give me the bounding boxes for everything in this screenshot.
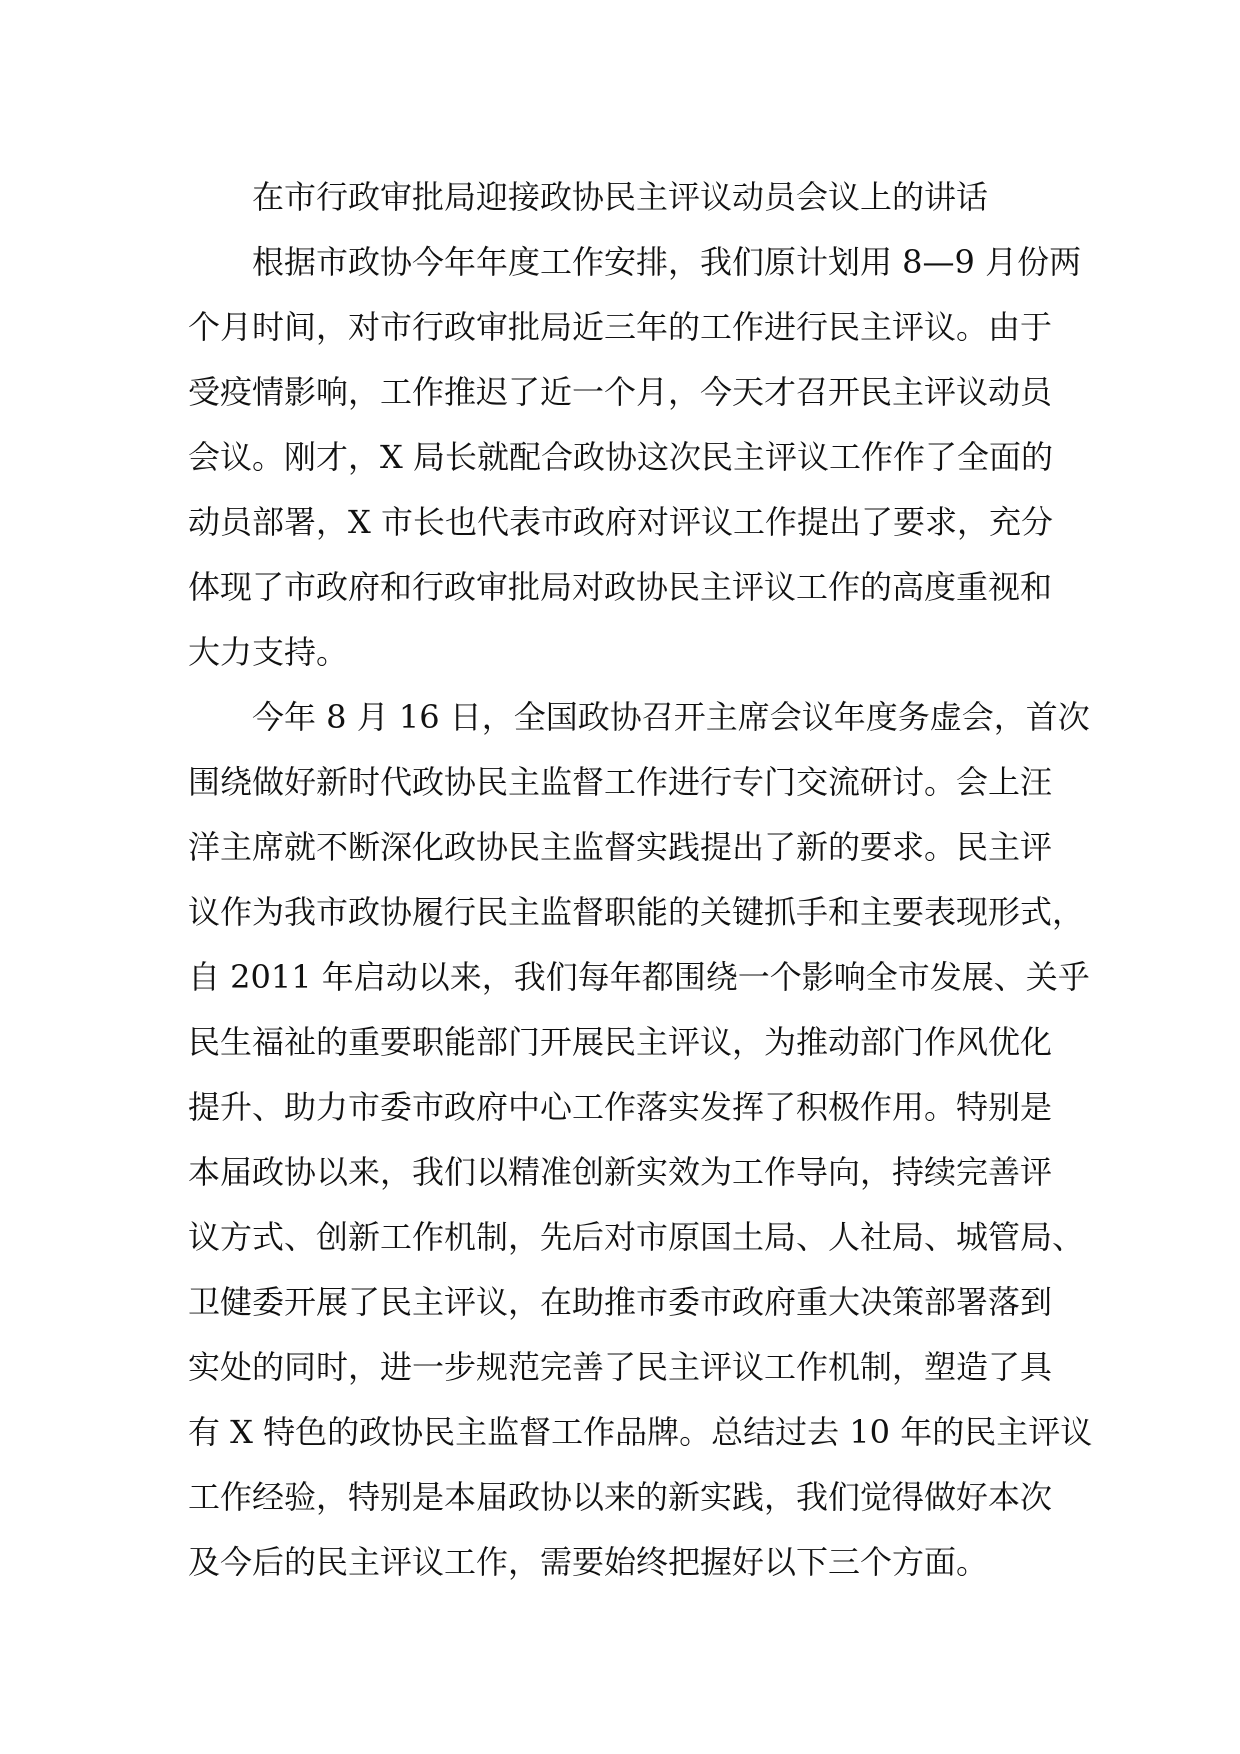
paragraph-line: 议作为我市政协履行民主监督职能的关键抓手和主要表现形式， (188, 893, 1085, 931)
paragraph-line: 提升、助力市委市政府中心工作落实发挥了积极作用。特别是 (188, 1088, 1053, 1126)
paragraph-line: 今年 8 月 16 日，全国政协召开主席会议年度务虚会，首次 (252, 698, 1090, 736)
paragraph-2 (188, 685, 1093, 1595)
paragraph-line: 围绕做好新时代政协民主监督工作进行专门交流研讨。会上汪 (188, 763, 1053, 801)
paragraph-line: 洋主席就不断深化政协民主监督实践提出了新的要求。民主评 (188, 828, 1053, 866)
paragraph-line: 体现了市政府和行政审批局对政协民主评议工作的高度重视和 (188, 568, 1053, 606)
paragraph-line: 有 X 特色的政协民主监督工作品牌。总结过去 10 年的民主评议 (188, 1413, 1093, 1451)
paragraph-line: 及今后的民主评议工作，需要始终把握好以下三个方面。 (188, 1543, 989, 1581)
paragraph-line: 实处的同时，进一步规范完善了民主评议工作机制，塑造了具 (188, 1348, 1053, 1386)
paragraph-line: 会议。刚才，X 局长就配合政协这次民主评议工作作了全面的 (188, 438, 1053, 476)
document-body (188, 165, 1093, 1595)
document-title: 在市行政审批局迎接政协民主评议动员会议上的讲话 (252, 178, 989, 216)
paragraph-line: 卫健委开展了民主评议，在助推市委市政府重大决策部署落到 (188, 1283, 1053, 1321)
paragraph-line: 本届政协以来，我们以精准创新实效为工作导向，持续完善评 (188, 1153, 1053, 1191)
paragraph-line: 自 2011 年启动以来，我们每年都围绕一个影响全市发展、关乎 (188, 958, 1090, 996)
paragraph-line: 议方式、创新工作机制，先后对市原国土局、人社局、城管局、 (188, 1218, 1085, 1256)
paragraph-line: 动员部署，X 市长也代表市政府对评议工作提出了要求，充分 (188, 503, 1053, 541)
paragraph-line: 受疫情影响，工作推迟了近一个月，今天才召开民主评议动员 (188, 373, 1053, 411)
paragraph-line: 民生福祉的重要职能部门开展民主评议，为推动部门作风优化 (188, 1023, 1053, 1061)
paragraph-line: 根据市政协今年年度工作安排，我们原计划用 8—9 月份两 (252, 243, 1082, 281)
paragraph-line: 工作经验，特别是本届政协以来的新实践，我们觉得做好本次 (188, 1478, 1053, 1516)
paragraph-line: 个月时间，对市行政审批局近三年的工作进行民主评议。由于 (188, 308, 1053, 346)
paragraph-line: 大力支持。 (188, 633, 349, 671)
paragraph-1 (188, 230, 1082, 685)
